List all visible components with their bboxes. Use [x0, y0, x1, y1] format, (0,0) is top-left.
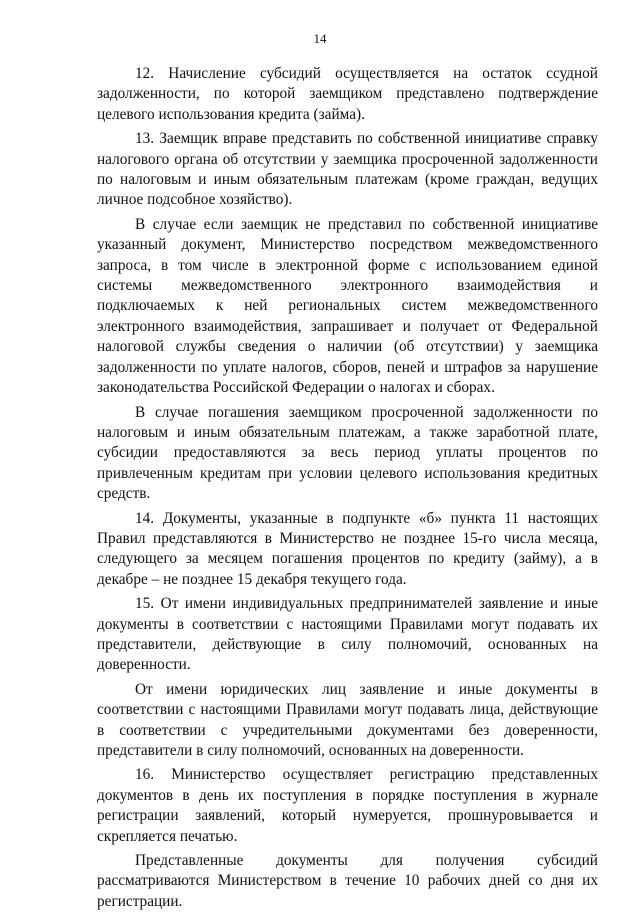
paragraph-13-debt-repayment: В случае погашения заемщиком просроченной задолженности по налоговым и иным обязательным платежам, а также заработной плате, субсидии предоставляются за весь период уплаты процентов по привлеченным кредитам при условии целевого использования кредитных средств. — [97, 403, 598, 503]
paragraph-16-review-period: Представленные документы для получения субсидий рассматриваются Министерством в течение 10 рабочих дней со дня их регистрации. — [97, 852, 598, 910]
paragraph-14: 14. Документы, указанные в подпункте «б» пункта 11 настоящих Правил представляются в Министерство не позднее 15-го числа месяца, следующего за месяцем погашения процентов по кредиту (займу), а в декабре – не позднее 15 декабря текущего года. — [97, 509, 598, 588]
document-body — [97, 64, 598, 912]
paragraph-13: 13. Заемщик вправе представить по собственной инициативе справку налогового органа об отсутствии у заемщика просроченной задолженности по налоговым и иным обязательным платежам (кроме граждан, ведущих личное подсобное хозяйство). — [97, 130, 598, 209]
paragraph-13-interagency-request: В случае если заемщик не представил по собственной инициативе указанный документ, Министерство посредством межведомственного запроса, в том числе в электронной форме с использованием единой системы межведомственного электронного взаимодействия и подключаемых к ней региональных систем межведомственного электронного взаимодействия, запрашивает и получает от Федеральной налоговой службы сведения о наличии (об отсутствии) у заемщика задолженности по уплате налогов, сборов, пеней и штрафов за нарушение законодательства Российской Федерации о налогах и сборах. — [97, 215, 598, 397]
paragraph-15-legal-entities: От имени юридических лиц заявление и иные документы в соответствии с настоящими Правилами могут подавать лица, действующие в соответствии с учредительными документами без доверенности, представители в силу полномочий, основанных на доверенности. — [97, 680, 598, 759]
paragraph-12: 12. Начисление субсидий осуществляется на остаток ссудной задолженности, по которой заемщиком представлено подтверждение целевого использования кредита (займа). — [97, 65, 598, 123]
paragraph-16: 16. Министерство осуществляет регистрацию представленных документов в день их поступления в порядке поступления в журнале регистрации заявлений, который нумеруется, прошнуровывается и скрепляется печатью. — [97, 766, 598, 845]
page-number: 14 — [313, 31, 327, 46]
paragraph-15: 15. От имени индивидуальных предпринимателей заявление и иные документы в соответствии с настоящими Правилами могут подавать их представители, действующие в силу полномочий, основанных на доверенности. — [97, 595, 598, 674]
